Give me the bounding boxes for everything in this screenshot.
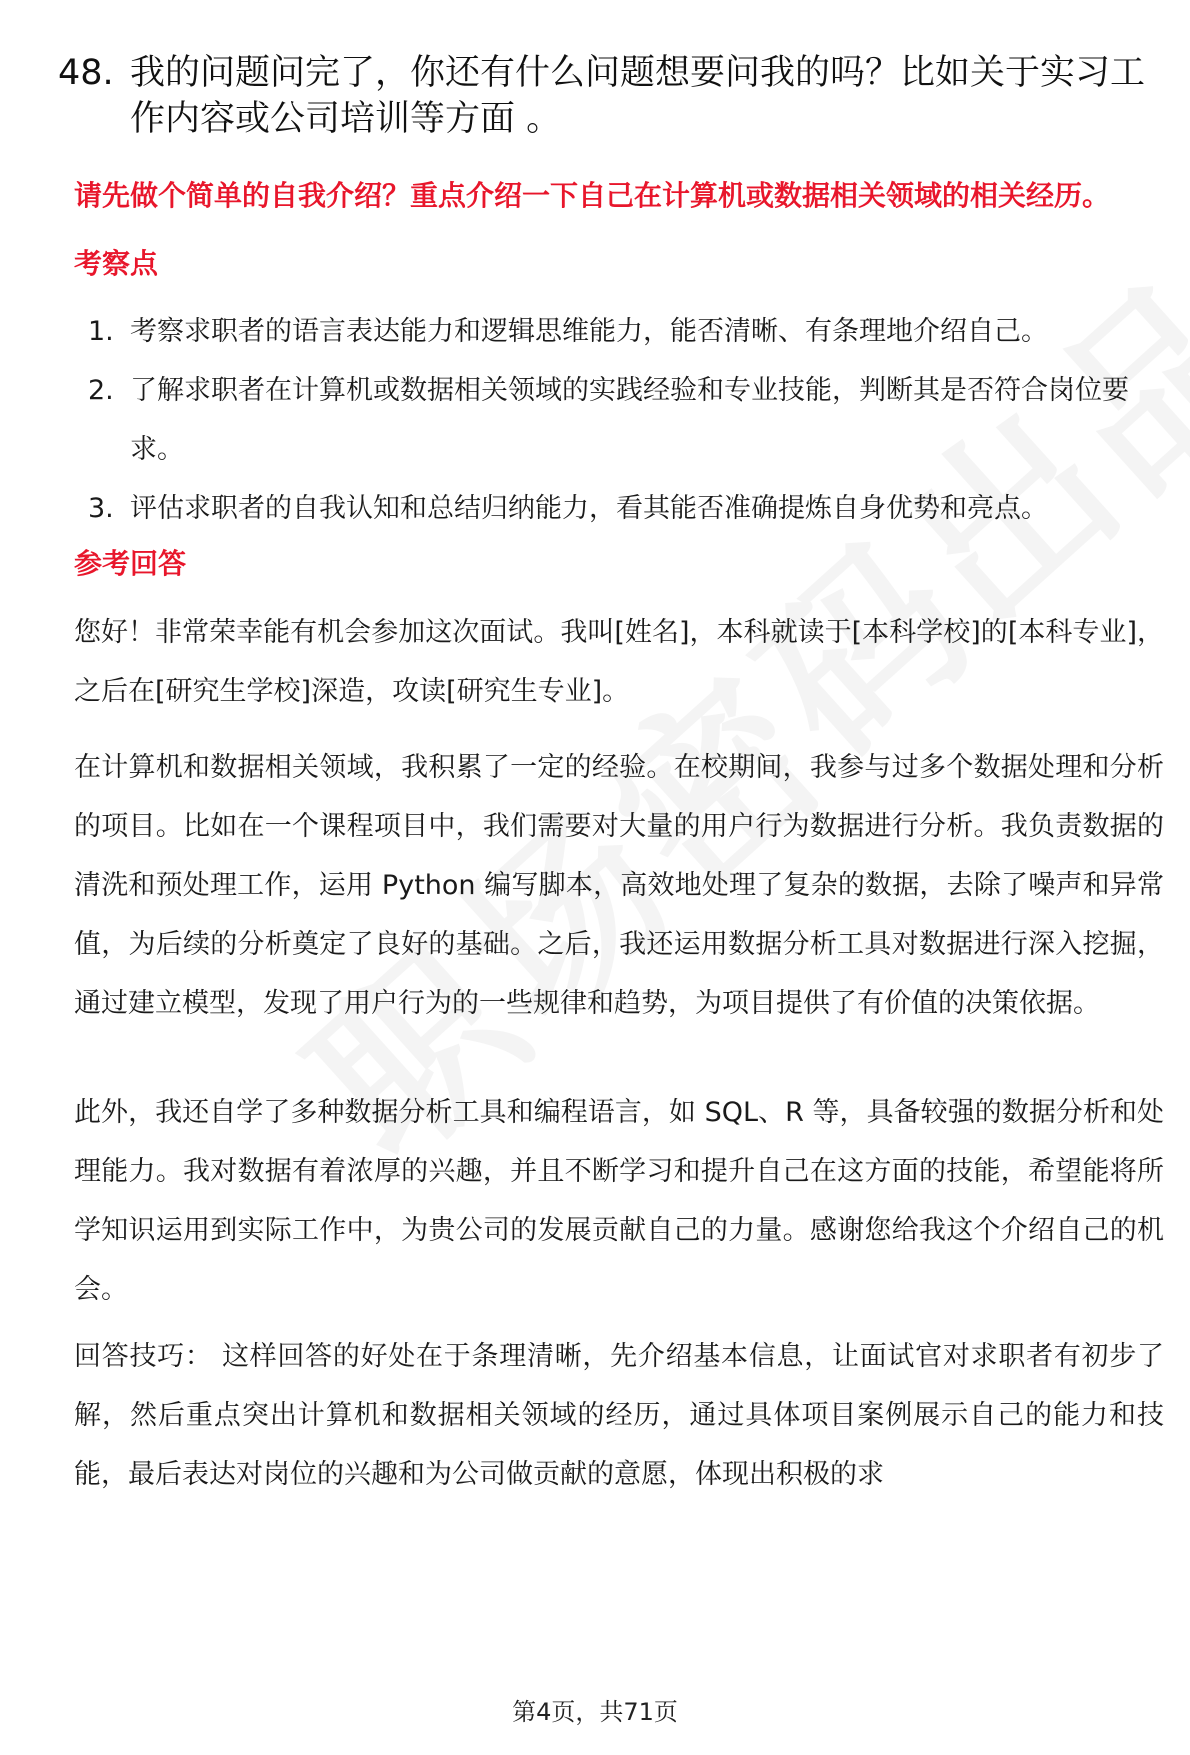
list-item xyxy=(88,361,1168,479)
list-item-index: 1. xyxy=(88,316,114,347)
assessment-list xyxy=(88,302,1168,538)
list-item-text: 考察求职者的语言表达能力和逻辑思维能力，能否清晰、有条理地介绍自己。 xyxy=(130,316,1048,347)
interview-question: 请先做个简单的自我介绍？重点介绍一下自己在计算机或数据相关领域的相关经历。 xyxy=(74,179,1111,212)
answer-tip-paragraph: 回答技巧： 这样回答的好处在于条理清晰，先介绍基本信息，让面试官对求职者有初步了解，然后重点突出计算机和数据相关领域的经历，通过具体项目案例展示自己的能力和技能，最后表达对岗位的兴趣和为公司做贡献的意愿，体现出积极的求 xyxy=(74,1341,1164,1490)
question-heading xyxy=(58,50,1148,142)
list-item xyxy=(88,479,1168,538)
question-text: 我的问题问完了，你还有什么问题想要问我的吗？比如关于实习工作内容或公司培训等方面 。 xyxy=(130,53,1146,139)
list-item-index: 2. xyxy=(88,375,114,406)
answer-paragraph: 在计算机和数据相关领域，我积累了一定的经验。在校期间，我参与过多个数据处理和分析的项目。比如在一个课程项目中，我们需要对大量的用户行为数据进行分析。我负责数据的清洗和预处理工作，运用 Python 编写脚本，高效地处理了复杂的数据，去除了噪声和异常值，为后续的分析奠定了良好的基础。之后，我还运用数据分析工具对数据进行深入挖掘，通过建立模型，发现了用户行为的一些规律和趋势，为项目提供了有价值的决策依据。 xyxy=(74,752,1164,1019)
list-item xyxy=(88,302,1168,361)
list-item-text: 评估求职者的自我认知和总结归纳能力，看其能否准确提炼自身优势和亮点。 xyxy=(130,493,1048,524)
list-item-text: 了解求职者在计算机或数据相关领域的实践经验和专业技能，判断其是否符合岗位要求。 xyxy=(130,375,1129,465)
answer-paragraph: 您好！非常荣幸能有机会参加这次面试。我叫[姓名]，本科就读于[本科学校]的[本科专业]，之后在[研究生学校]深造，攻读[研究生专业]。 xyxy=(74,617,1164,707)
question-number: 48. xyxy=(58,53,114,93)
page-footer: 第4页，共71页 xyxy=(512,1698,678,1726)
reference-heading: 参考回答 xyxy=(74,547,187,580)
list-item-index: 3. xyxy=(88,493,114,524)
answer-paragraph: 此外，我还自学了多种数据分析工具和编程语言，如 SQL、R 等，具备较强的数据分析和处理能力。我对数据有着浓厚的兴趣，并且不断学习和提升自己在这方面的技能，希望能将所学知识运用到实际工作中，为贵公司的发展贡献自己的力量。感谢您给我这个介绍自己的机会。 xyxy=(74,1097,1164,1305)
assessment-heading: 考察点 xyxy=(74,247,159,280)
